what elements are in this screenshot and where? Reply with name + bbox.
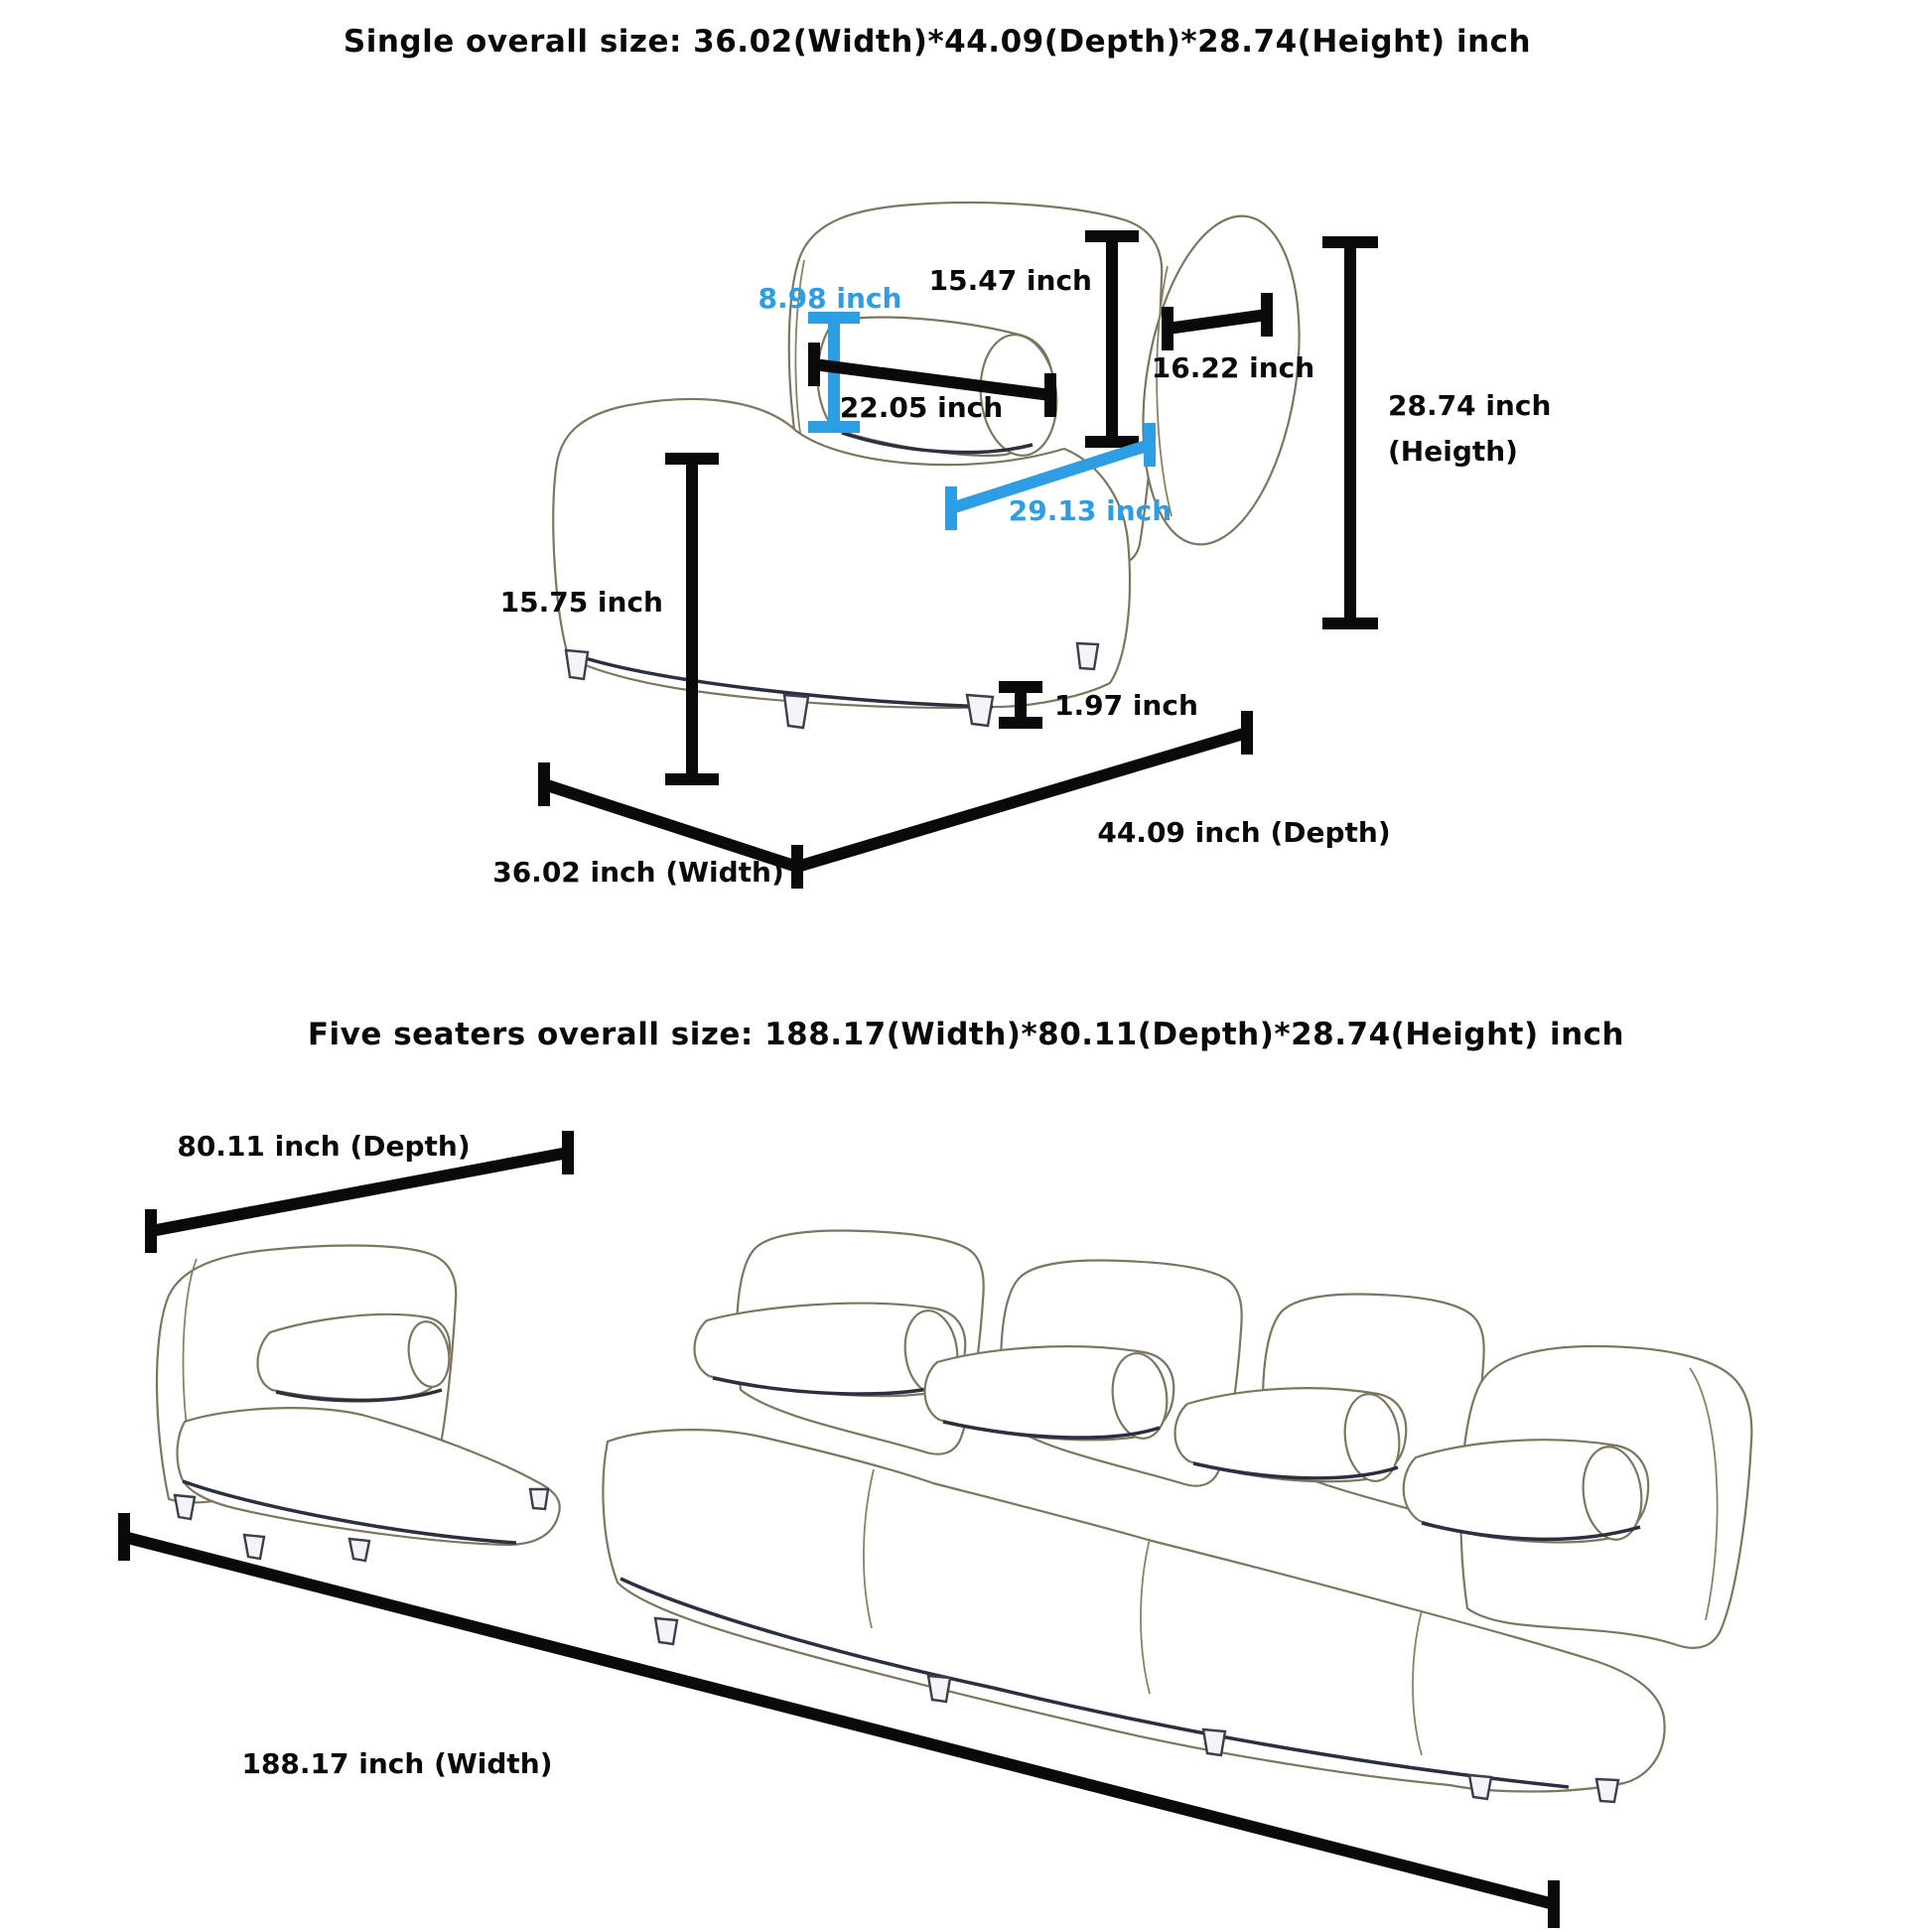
seat-depth-label: 29.13 inch (1008, 494, 1173, 527)
sofa-leg (928, 1676, 950, 1702)
five-seater-single-chair-sketch (157, 1245, 560, 1561)
five-seater-sofa-sketch (603, 1231, 1751, 1802)
chair-leg (349, 1539, 369, 1561)
sofa-leg (1596, 1779, 1618, 1802)
bolster-length-label: 22.05 inch (839, 391, 1004, 424)
dim-overall-height (1322, 242, 1551, 623)
single-module-diagram (344, 24, 1552, 889)
overall-height-caption: (Heigth) (1388, 435, 1518, 468)
overall-width-label: 36.02 inch (Width) (492, 856, 784, 889)
sofa-leg (655, 1618, 677, 1644)
bolster-diameter-label: 8.98 inch (758, 282, 902, 315)
side-width-label: 16.22 inch (1151, 351, 1315, 384)
five-depth-label: 80.11 inch (Depth) (177, 1130, 471, 1163)
overall-depth-label: 44.09 inch (Depth) (1097, 816, 1391, 849)
chair-leg (175, 1495, 195, 1519)
back-height-label: 15.47 inch (928, 264, 1092, 297)
chair-leg (1077, 643, 1098, 669)
single-title: Single overall size: 36.02(Width)*44.09(Depth)*28.74(Height) inch (343, 24, 1532, 60)
chair-leg (566, 650, 588, 679)
overall-height-label: 28.74 inch (1388, 389, 1552, 422)
five-seater-diagram (124, 1017, 1751, 1928)
chair-leg (784, 695, 808, 728)
dim-overall-depth (797, 711, 1391, 867)
dim-overall-width (492, 762, 797, 889)
sofa-leg (1203, 1729, 1225, 1755)
five-width-label: 188.17 inch (Width) (241, 1747, 553, 1780)
sofa-leg (1469, 1775, 1491, 1799)
chair-leg (244, 1535, 264, 1559)
leg-height-label: 1.97 inch (1054, 689, 1198, 722)
chair-leg (967, 695, 993, 726)
chair-leg (530, 1489, 548, 1509)
dim-five-depth (151, 1130, 568, 1253)
five-seater-title: Five seaters overall size: 188.17(Width)*80.11(Depth)*28.74(Height) inch (307, 1017, 1625, 1052)
seat-height-label: 15.75 inch (499, 586, 663, 619)
